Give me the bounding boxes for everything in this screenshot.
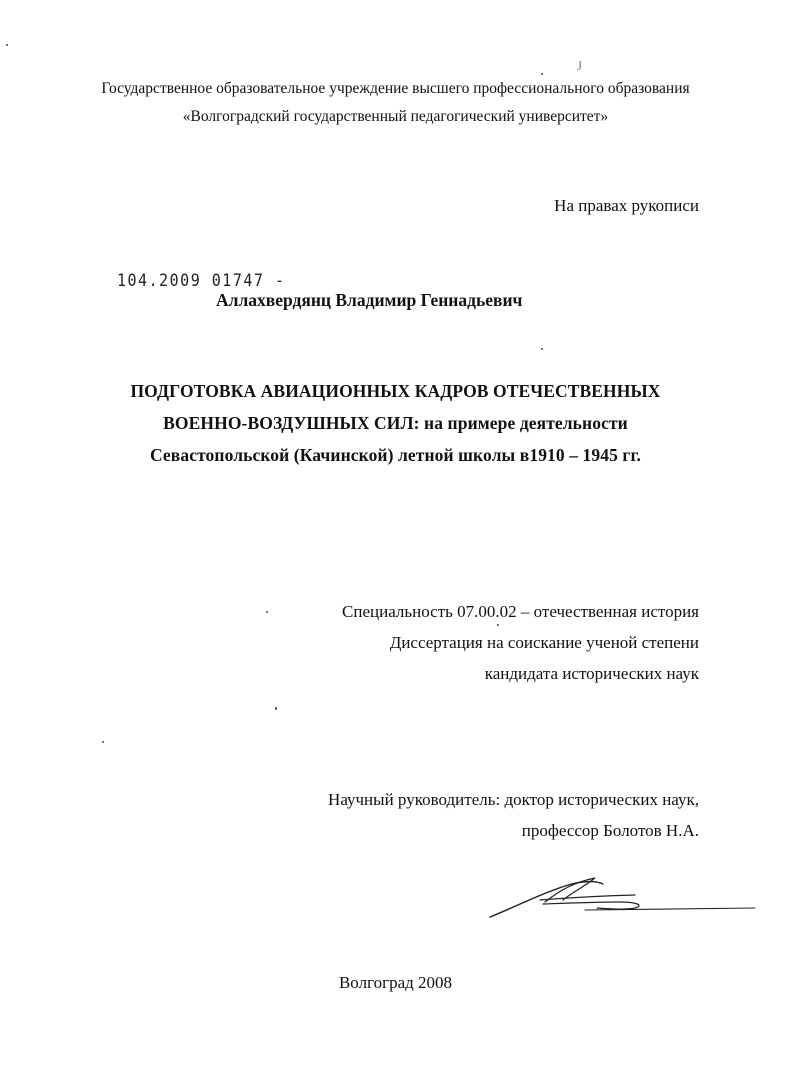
supervisor-line-2: профессор Болотов Н.А. [521,821,699,840]
scan-speck [266,611,268,613]
scan-speck [102,741,104,743]
supervisor-line-1: Научный руководитель: доктор исторических наук, [328,790,699,809]
title-line-2: ВОЕННО-ВОЗДУШНЫХ СИЛ: на примере деятельности [163,413,628,433]
stamp-dash-mark: - [264,270,286,291]
scan-speck [541,73,543,75]
library-stamp [117,270,286,291]
scan-corner-mark: J [577,58,583,73]
city-year: Волгоград 2008 [338,973,453,992]
library-stamp-number: 104.2009 01747 [117,270,265,291]
scan-speck [275,707,277,710]
manuscript-note: На правах рукописи [554,196,699,215]
degree-name: кандидата исторических наук [484,664,699,683]
author-name: Аллахвердянц Владимир Геннадьевич [216,290,523,310]
dissertation-note: Диссертация на соискание ученой степени [389,633,699,652]
scan-speck [541,348,543,350]
title-line-1: ПОДГОТОВКА АВИАЦИОННЫХ КАДРОВ ОТЕЧЕСТВЕННЫХ [130,381,661,401]
institution-line-1: Государственное образовательное учреждение высшего профессионального образования [101,80,690,97]
supervisor-signature [485,872,760,932]
scan-speck [6,44,8,46]
title-line-3: Севастопольской (Качинской) летной школы в1910 – 1945 гг. [149,445,642,465]
specialty: Специальность 07.00.02 – отечественная история [342,602,699,621]
institution-line-2: «Волгоградский государственный педагогический университет» [182,108,609,125]
scan-speck [497,624,499,626]
